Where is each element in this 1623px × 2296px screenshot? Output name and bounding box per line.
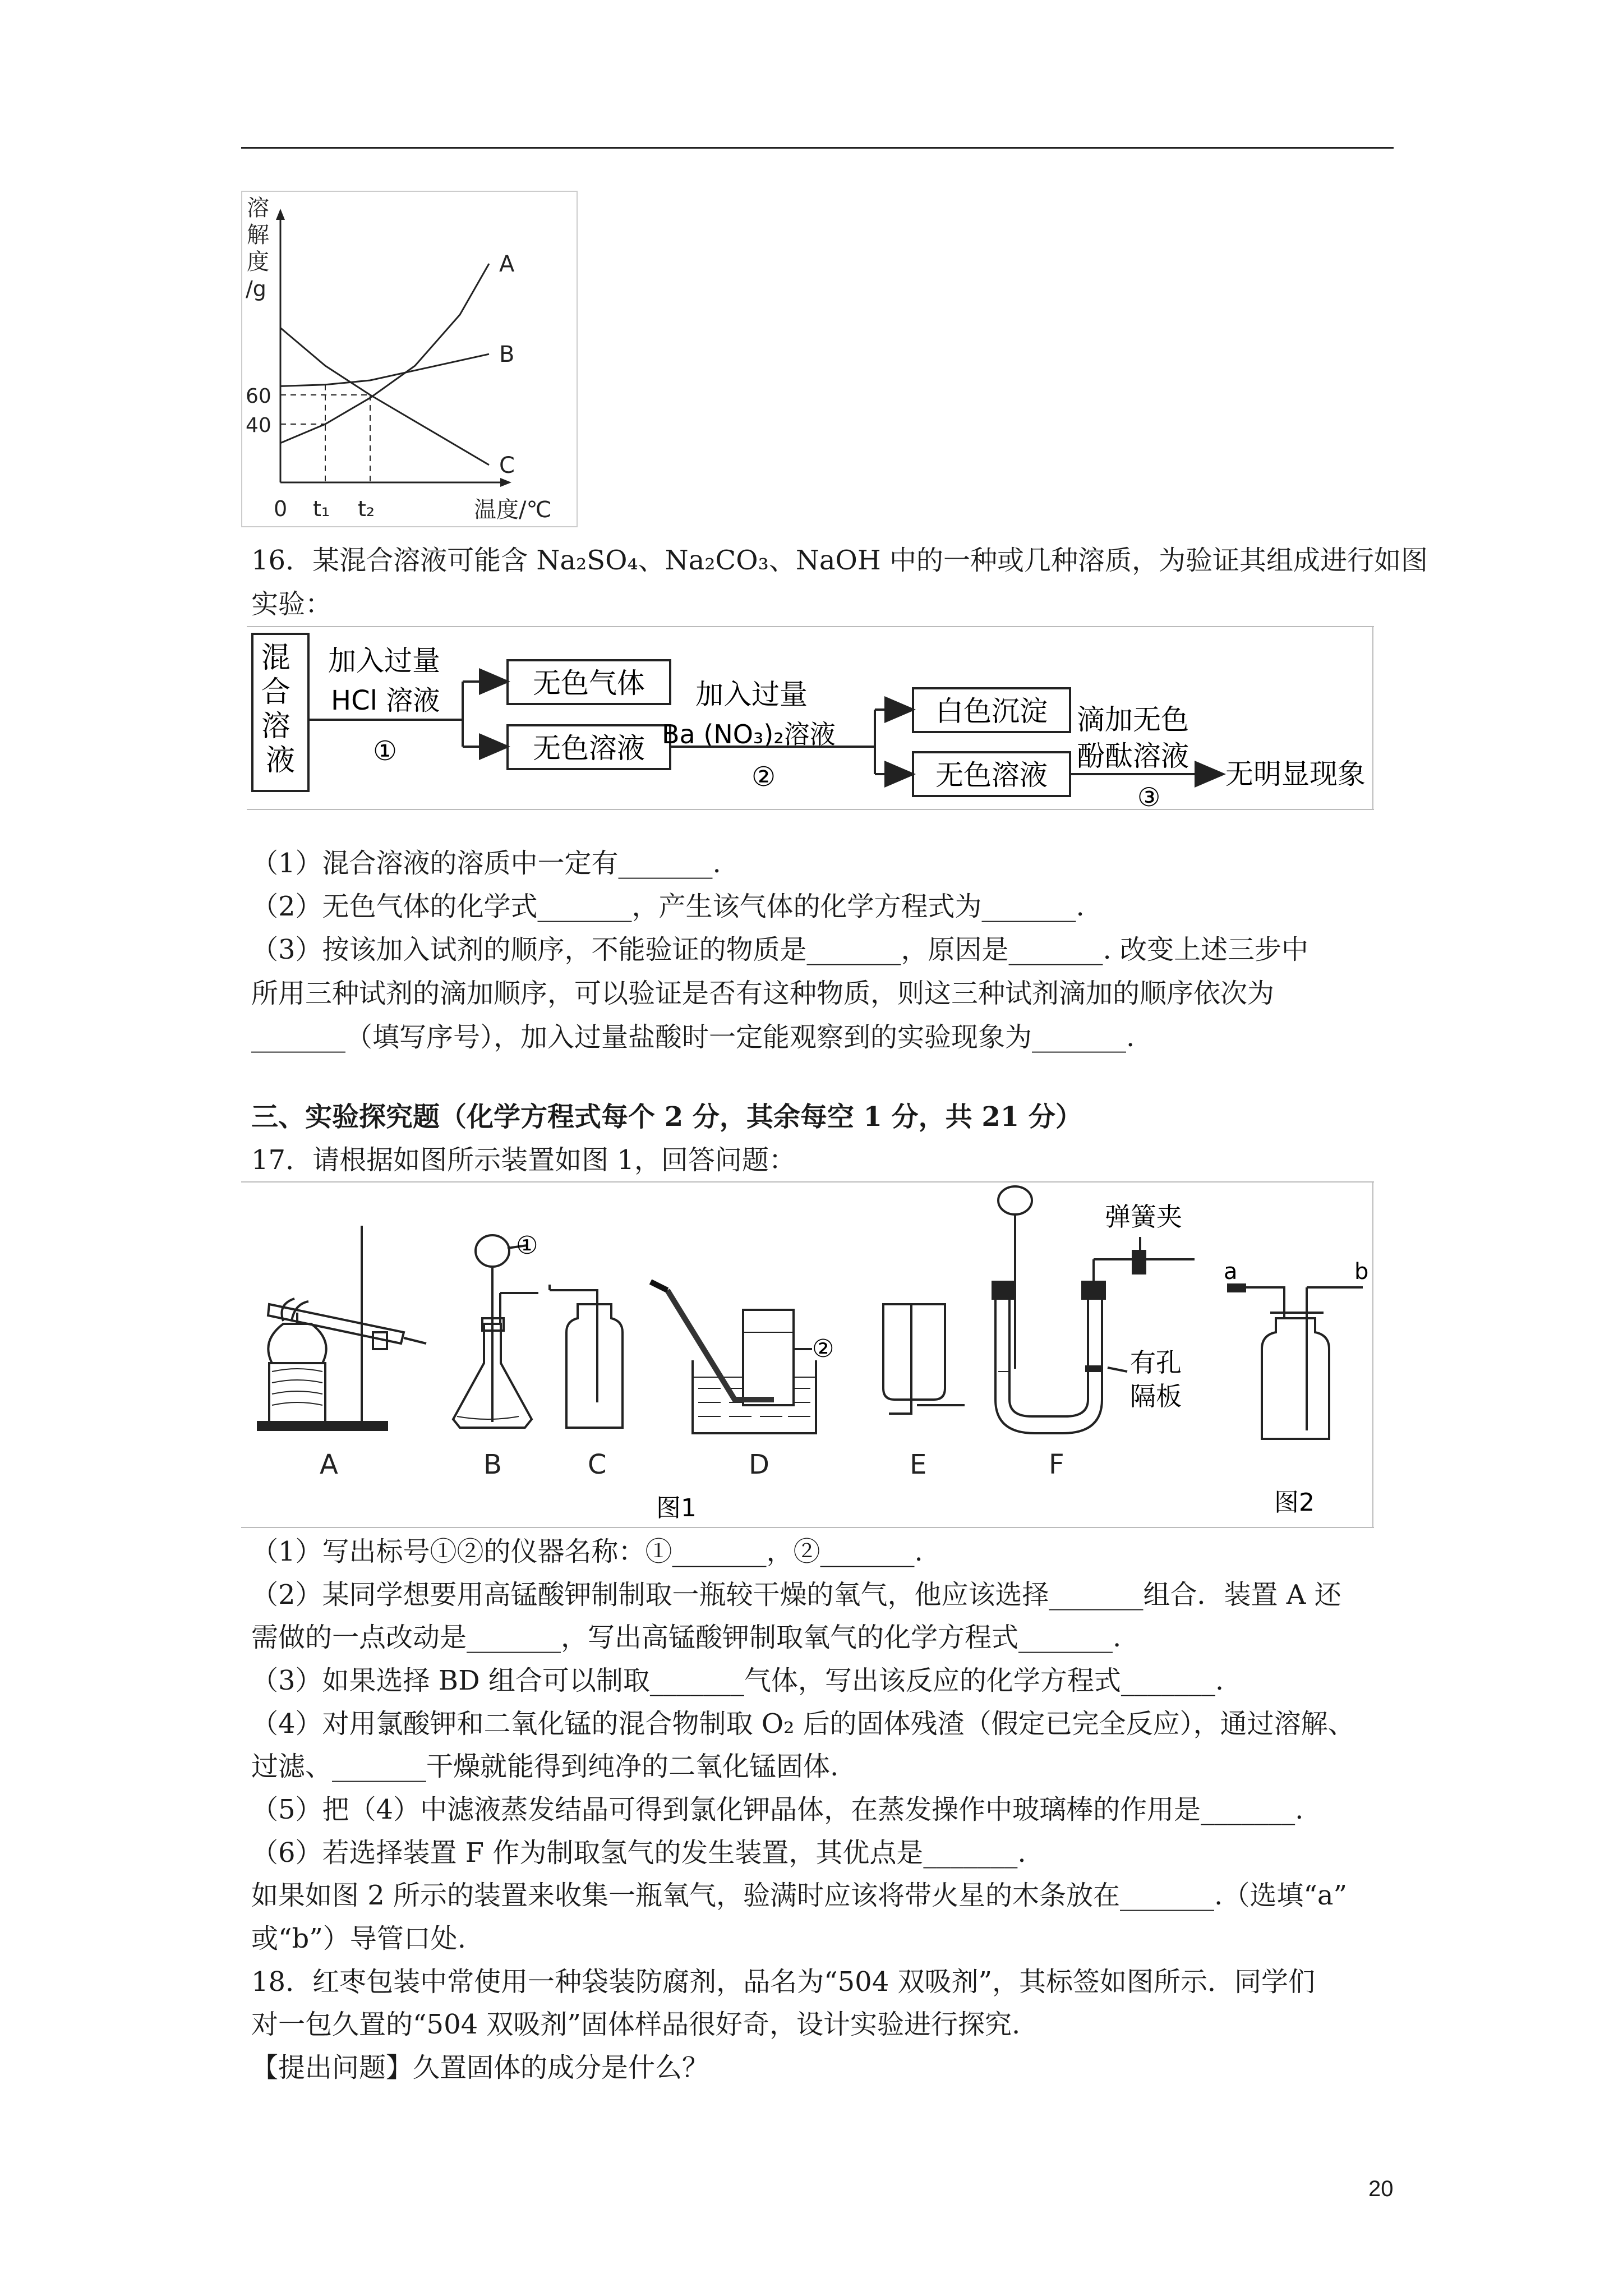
label-f: F (1049, 1449, 1064, 1480)
box-colorless-solution-2-text: 无色溶液 (935, 759, 1048, 792)
box-colorless-solution-1-text: 无色溶液 (533, 732, 645, 765)
apparatus-figure (241, 1181, 1374, 1529)
q18-line1: 18．红枣包装中常使用一种袋装防腐剂，品名为“504 双吸剂”，其标签如图所示．同学们 (251, 1966, 1316, 1998)
step1-number: ① (373, 735, 398, 767)
x-tick-label: t₂ (358, 496, 375, 521)
step2-number: ② (751, 761, 776, 793)
apparatus-b (453, 1235, 538, 1428)
q16-intro-line1: 16．某混合溶液可能含 Na₂SO₄、Na₂CO₃、NaOH 中的一种或几种溶质，为验证其组成进行如图 (251, 545, 1428, 576)
mark-1: ① (516, 1231, 538, 1260)
curve-c (280, 328, 489, 464)
svg-text:F (1049, 1449, 1064, 1480)
step2-label-line2: Ba (NO₃)₂溶液 (662, 719, 836, 749)
q17-p2-line2: 需做的一点改动是_______，写出高锰酸钾制取氧气的化学方程式_______. (251, 1622, 1122, 1653)
curve-label-a: A (499, 251, 515, 277)
porous-plate-label-2: 隔板 (1130, 1381, 1182, 1411)
q16-flowchart (247, 625, 1374, 811)
y-tick-label: 60 (246, 385, 271, 408)
q16-p1: （1）混合溶液的溶质中一定有_______. (251, 848, 721, 879)
apparatus-c (550, 1285, 623, 1428)
step3-label-line1: 滴加无色 (1077, 703, 1189, 736)
curve-label-c: C (499, 452, 515, 478)
port-b-label: b (1354, 1259, 1369, 1285)
y-axis-label-char: 溶 (247, 195, 269, 221)
y-axis-label-char: 度 (247, 249, 269, 275)
curve-b (280, 354, 489, 386)
q16-p2: （2）无色气体的化学式_______，产生该气体的化学方程式为_______. (251, 891, 1085, 922)
y-tick-label: 40 (246, 414, 271, 437)
step3-label-line2: 酚酞溶液 (1077, 740, 1189, 772)
result-text: 无明显现象 (1225, 758, 1366, 790)
q17-p1: （1）写出标号①②的仪器名称：①_______，②_______. (251, 1536, 923, 1567)
svg-text:D (749, 1449, 769, 1480)
box-mixed-solution-text: 混 合 溶 液 (261, 641, 296, 777)
port-a-label: a (1224, 1259, 1238, 1285)
y-axis-label-char: 解 (247, 222, 269, 248)
q17-p4-line1: （4）对用氯酸钾和二氧化锰的混合物制取 O₂ 后的固体残渣（假定已完全反应），通过溶解、 (251, 1708, 1355, 1740)
apparatus-fig2 (1228, 1285, 1363, 1439)
q18-line2: 对一包久置的“504 双吸剂”固体样品很好奇，设计实验进行探究. (251, 2009, 1021, 2040)
spring-clip-label: 弹簧夹 (1105, 1202, 1182, 1232)
svg-text:A (320, 1449, 338, 1480)
step3-number: ③ (1137, 782, 1161, 811)
q17-p3: （3）如果选择 BD 组合可以制取_______气体，写出该反应的化学方程式_______. (251, 1665, 1224, 1696)
label-d: D (749, 1449, 769, 1480)
q16-p3-line2: 所用三种试剂的滴加顺序，可以验证是否有这种物质，则这三种试剂滴加的顺序依次为 (251, 978, 1275, 1009)
svg-text:B (483, 1449, 502, 1480)
fig2-label: 图2 (1274, 1488, 1315, 1517)
q17-p2-line1: （2）某同学想要用高锰酸钾制制取一瓶较干燥的氧气，他应该选择_______组合．装置 A 还 (251, 1579, 1341, 1611)
label-a: A (320, 1449, 338, 1480)
svg-text:C (588, 1449, 607, 1480)
x-axis-arrow (500, 478, 511, 487)
x-tick-label: t₁ (313, 496, 330, 521)
q16-p3-line3: _______（填写序号），加入过量盐酸时一定能观察到的实验现象为_______. (251, 1022, 1135, 1053)
mark-2: ② (812, 1335, 834, 1363)
q17-p6: （6）若选择装置 F 作为制取氢气的发生装置，其优点是_______. (251, 1837, 1026, 1869)
step2-label-line1: 加入过量 (695, 678, 808, 711)
label-b: B (483, 1449, 502, 1480)
y-axis-arrow (276, 209, 285, 220)
q16-intro-line2: 实验： (251, 588, 333, 620)
q17-p7-line2: 或“b”）导管口处. (251, 1923, 467, 1954)
page-number: 20 (1368, 2177, 1394, 2201)
step1-label-line2: HCl 溶液 (331, 685, 440, 716)
q17-p4-line2: 过滤、_______干燥就能得到纯净的二氧化锰固体. (251, 1751, 839, 1782)
apparatus-e (883, 1304, 965, 1414)
q17-p5: （5）把（4）中滤液蒸发结晶可得到氯化钾晶体，在蒸发操作中玻璃棒的作用是_______. (251, 1794, 1304, 1825)
curve-label-b: B (499, 342, 515, 368)
header-rule (241, 147, 1394, 149)
y-axis-unit: /g (246, 277, 266, 301)
q17-p7-line1: 如果如图 2 所示的装置来收集一瓶氧气，验满时应该将带火星的木条放在_______.（选填“a” (251, 1880, 1348, 1911)
fig1-label: 图1 (656, 1494, 697, 1522)
svg-text:E (910, 1449, 926, 1480)
q18-line3: 【提出问题】久置固体的成分是什么？ (251, 2052, 709, 2083)
apparatus-d (651, 1282, 816, 1433)
label-e: E (910, 1449, 927, 1480)
solubility-chart (241, 191, 578, 527)
box-white-precipitate-text: 白色沉淀 (935, 695, 1048, 728)
x-tick-label: 0 (274, 496, 288, 521)
q17-intro: 17．请根据如图所示装置如图 1，回答问题： (251, 1144, 796, 1176)
x-axis-label: 温度/℃ (474, 497, 552, 523)
label-c: C (588, 1449, 607, 1480)
q16-p3-line1: （3）按该加入试剂的顺序，不能验证的物质是_______，原因是_______. 改变上述三步中 (251, 934, 1309, 965)
box-colorless-gas-text: 无色气体 (533, 667, 645, 700)
section3-heading: 三、实验探究题（化学方程式每个 2 分，其余每空 1 分，共 21 分） (251, 1101, 1082, 1133)
porous-plate-label-1: 有孔 (1130, 1347, 1182, 1378)
apparatus-a (258, 1226, 426, 1430)
step1-label-line1: 加入过量 (328, 645, 440, 677)
